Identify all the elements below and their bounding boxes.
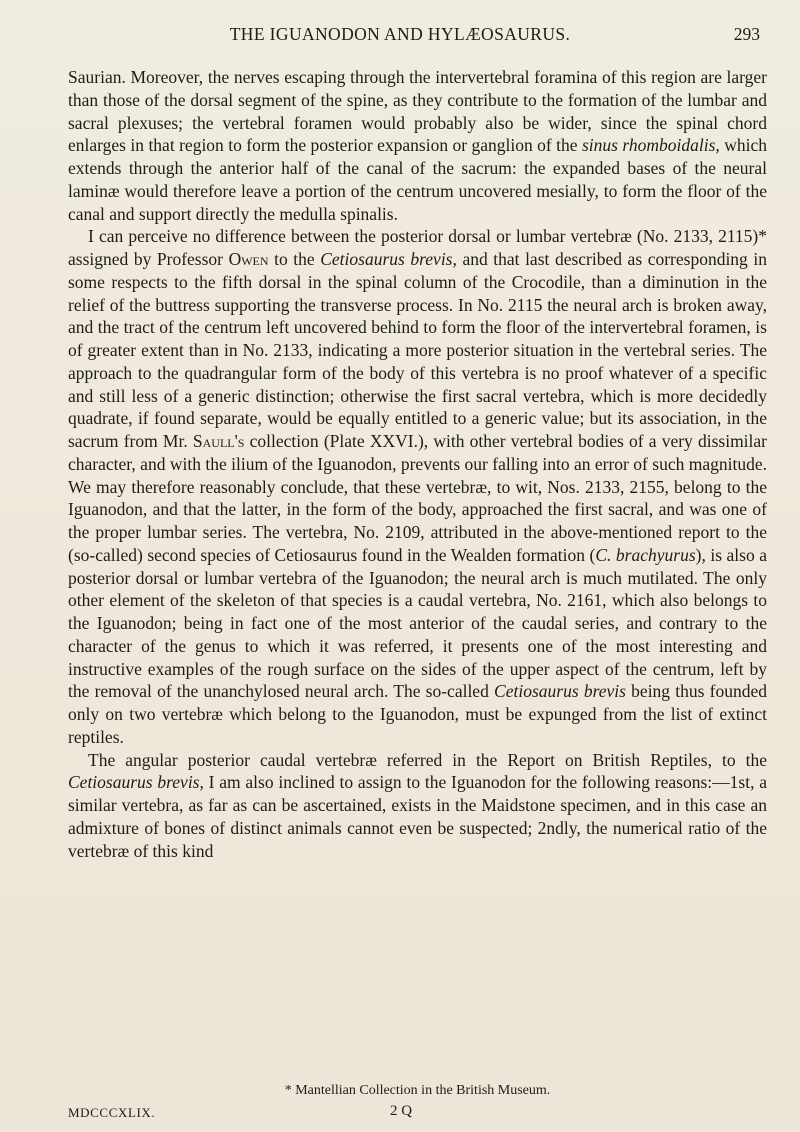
paragraph-3 [68,749,767,863]
text-run: ), is also a posterior dorsal or lumbar vertebra of the Iguanodon; the neural arch is much mutilated. The only other element of the skeleton of that species is a caudal vertebra, No. 2161, which also belongs to the Iguanodon; being in fact one of the most anterior of the caudal series, and contrary to the character of the genus to which it was referred, it presents one of the most interesting and instructive examples of the rough surface on the sides of the upper aspect of the centrum, left by the removal of the unanchylosed neural arch. The so-called [68,544,767,702]
running-head [40,22,760,48]
body-text [68,66,767,862]
italic-term: Cetiosaurus brevis [494,681,626,702]
paragraph-2 [68,225,767,748]
collector-name: Saull's [192,431,245,451]
text-run: I am also inclined to assign to the Iguanodon for the following reasons:—1st, a similar vertebra, as far as can be ascertained, exists in the Maidstone specimen, and in this case an admixture of bones of distinct animals cannot even be suspected; 2ndly, the numerical ratio of the vertebræ of this kind [68,772,767,861]
italic-term: Cetiosaurus brevis, [320,249,457,269]
running-title: THE IGUANODON AND HYLÆOSAURUS. [229,24,571,44]
signature-mark: 2 Q [390,1103,413,1119]
text-run: being thus founded only on two vertebræ which belong to the Iguanodon, must be expunged from the list of extinct reptiles. [68,681,767,747]
author-name: Owen [228,249,269,269]
text-run: The angular posterior caudal vertebræ referred in the Report on British Reptiles, to the [88,749,767,770]
text-run: and that last described as corresponding in some respects to the fifth dorsal in the spinal column of the Crocodile, than a diminution in the relief of the buttress supporting the transverse process. In No. 2115 the neural arch is broken away, and the tract of the centrum left uncovered behind to form the floor of the intervertebral foramen, is of greater extent than in No. 2133, indicating a more posterior situation in the vertebral series. The approach to the quadrangular form of the body of this vertebra is no proof whatever of a specific and still less of a generic distinction; otherwise the first sacral vertebra, which is more decidedly quadrate, if found separate, would be equally entitled to a generic value; but its association, in the sacrum from Mr. [68,249,767,451]
text-run: Saurian. Moreover, the nerves escaping through the intervertebral foramina of this region are larger than those of the dorsal segment of the spine, as they contribute to the formation of the lumbar and sacral plexuses; the vertebral foramen would probably also be wider, since the spinal chord enlarges in that region to form the posterior expansion or ganglion of the [68,67,767,156]
signature-year: MDCCCXLIX. [68,1105,156,1120]
footnote: * Mantellian Collection in the British Museum. [284,1083,551,1098]
paragraph-1 [68,66,767,225]
text-run: to the [268,249,321,269]
text-run: collection (Plate XXVI.), with other vertebral bodies of a very dissimilar character, and with the ilium of the Iguanodon, prevents our falling into an error of such magnitude. We may therefore reasonably conclude, that these vertebræ, to wit, Nos. 2133, 2155, belong to the Iguanodon, and that the latter, in the form of the body, approached the first sacral, and was one of the proper lumbar series. The vertebra, No. 2109, attributed in the above-mentioned report to the (so-called) second species of Cetiosaurus found in the Wealden formation ( [68,431,768,565]
text-run: which extends through the anterior half of the canal of the sacrum: the expanded bases of the neural laminæ would therefore leave a portion of the centrum uncovered mesially, to form the floor of the canal and support directly the medulla spinalis. [68,135,767,224]
text-run: I can perceive no difference between the posterior dorsal or lumbar vertebræ (No. 2133, 2115)* assigned by Professor [68,226,767,269]
italic-term: Cetiosaurus brevis, [68,772,204,793]
italic-term: C. brachyurus [595,544,696,565]
page-number: 293 [733,24,760,44]
italic-term: sinus rhomboidalis, [581,135,720,156]
